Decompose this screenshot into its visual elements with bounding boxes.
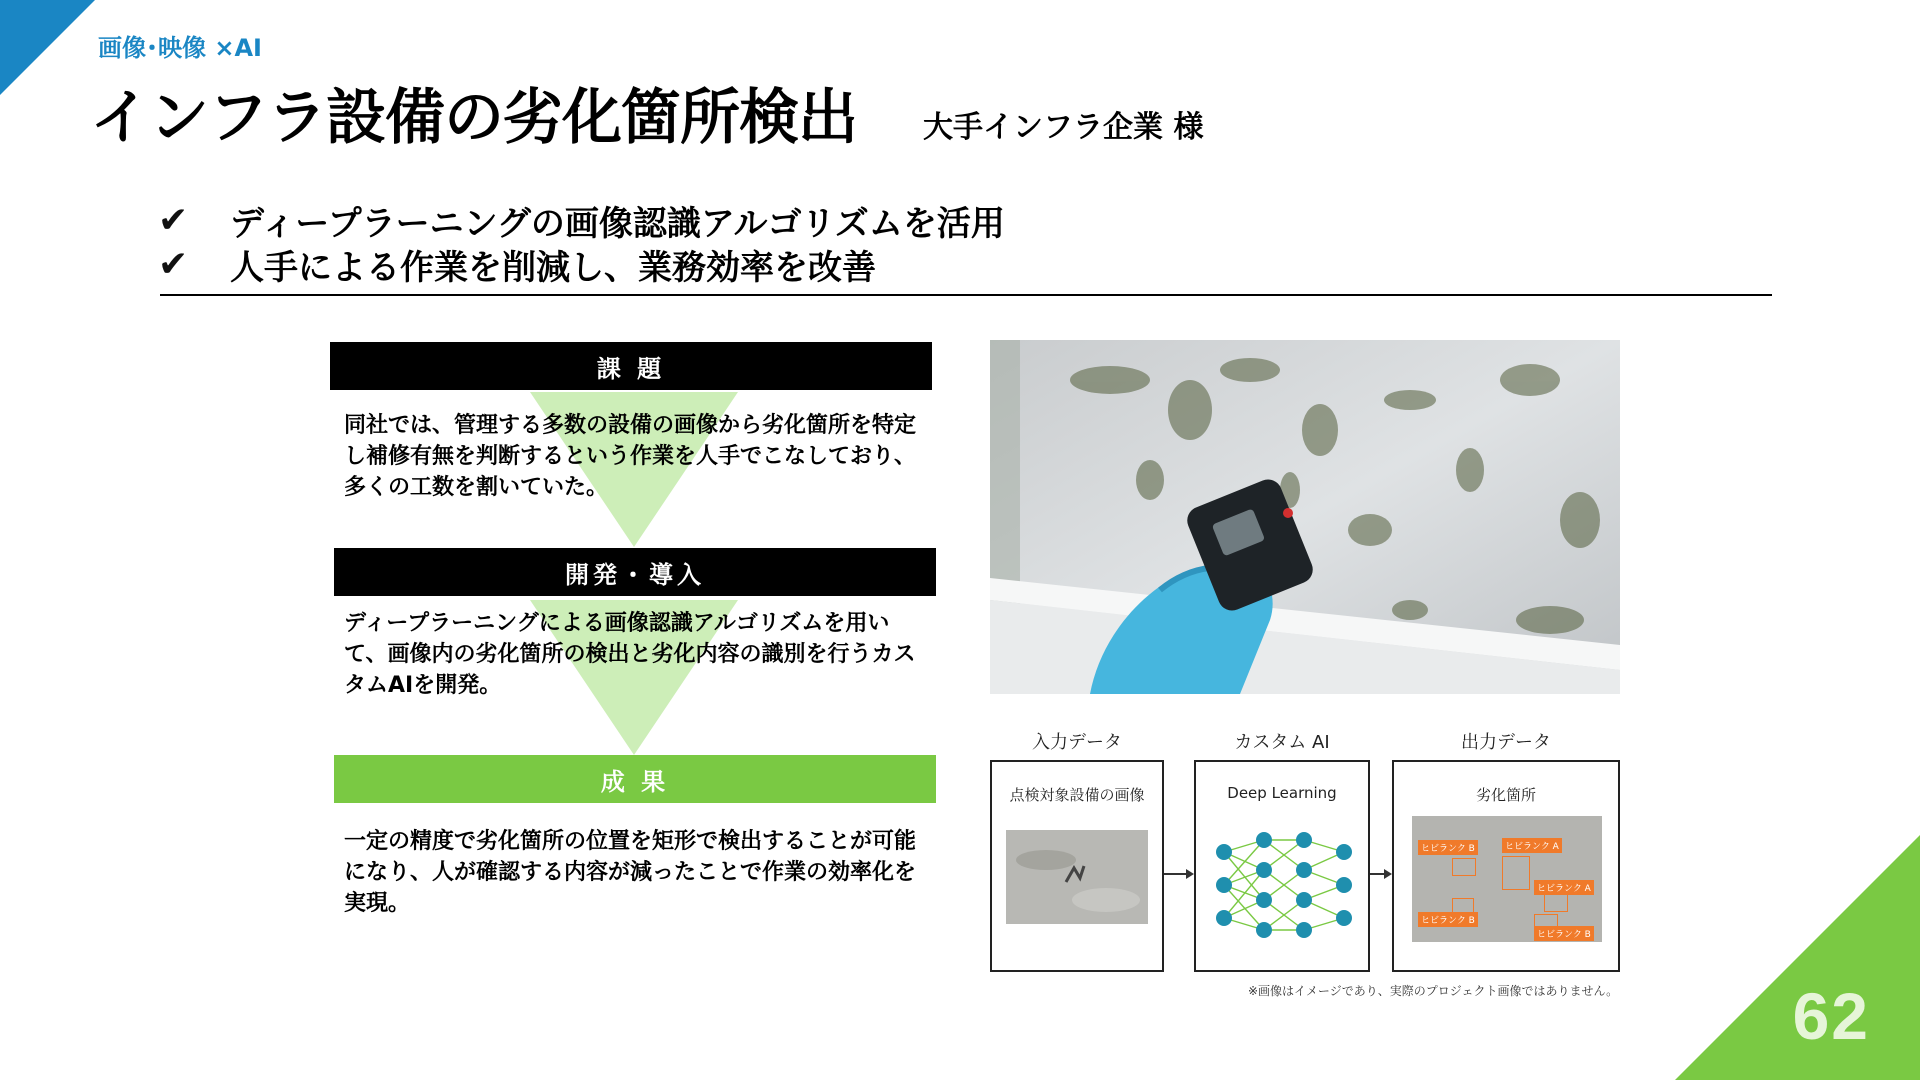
- input-box-label: 点検対象設備の画像: [1009, 786, 1145, 804]
- process-flow: [330, 342, 936, 942]
- output-image-thumbnail: [1412, 816, 1602, 942]
- key-point: [158, 198, 1005, 242]
- detection-label: ヒビランク B: [1534, 926, 1594, 941]
- model-stage-label: カスタム AI: [1234, 732, 1330, 753]
- page-number: 62: [1792, 979, 1870, 1053]
- inspection-photo: [990, 340, 1620, 694]
- key-point-text: ディープラーニングの画像認識アルゴリズムを活用: [230, 203, 1005, 244]
- development-heading: 開発・導入: [334, 548, 936, 596]
- key-points: [158, 198, 1005, 286]
- input-stage-label: 入力データ: [1032, 732, 1122, 753]
- category-label: 画像･映像 ×AI: [98, 34, 262, 62]
- ai-pipeline-diagram: [990, 728, 1620, 1000]
- page-title: インフラ設備の劣化箇所検出: [90, 83, 857, 153]
- key-point: [158, 242, 1005, 286]
- detection-box: [1452, 898, 1474, 914]
- detection-box: [1544, 894, 1568, 912]
- check-mark-icon: ✔: [158, 243, 189, 285]
- detection-label: ヒビランク B: [1418, 840, 1478, 855]
- output-stage-label: 出力データ: [1461, 732, 1551, 753]
- model-box: [1194, 760, 1370, 972]
- image-disclaimer: ※画像はイメージであり、実際のプロジェクト画像ではありません。: [1248, 984, 1619, 998]
- detection-box: [1502, 856, 1530, 890]
- development-text: ディープラーニングによる画像認識アルゴリズムを用いて、画像内の劣化箇所の検出と劣化内容の識別を行うカスタムAIを開発。: [344, 611, 916, 698]
- detection-label: ヒビランク B: [1418, 912, 1478, 927]
- result-heading: 成 果: [334, 755, 936, 803]
- output-box-label: 劣化箇所: [1475, 786, 1536, 804]
- input-image-thumbnail: [1006, 830, 1148, 924]
- detection-label: ヒビランク A: [1534, 880, 1594, 895]
- issue-text: 同社では、管理する多数の設備の画像から劣化箇所を特定し補修有無を判断するという作業を人手でこなしており、多くの工数を割いていた。: [344, 413, 917, 500]
- model-box-label: Deep Learning: [1227, 784, 1337, 802]
- arrow-right-icon: [1164, 868, 1194, 880]
- key-point-text: 人手による作業を削減し、業務効率を改善: [230, 247, 876, 288]
- output-box: [1392, 760, 1620, 972]
- input-box: [990, 760, 1164, 972]
- arrow-right-icon: [1370, 868, 1392, 880]
- result-text: 一定の精度で劣化箇所の位置を矩形で検出することが可能になり、人が確認する内容が減ったことで作業の効率化を実現。: [344, 829, 917, 916]
- check-mark-icon: ✔: [158, 199, 189, 241]
- detection-label: ヒビランク A: [1502, 838, 1562, 853]
- detection-box: [1452, 858, 1476, 876]
- issue-heading: 課 題: [330, 342, 932, 390]
- detection-box: [1534, 914, 1558, 928]
- corner-decoration-blue: [0, 0, 95, 95]
- divider-line: [160, 294, 1772, 296]
- neural-network-icon: [1214, 830, 1354, 940]
- client-name: 大手インフラ企業 様: [923, 110, 1204, 145]
